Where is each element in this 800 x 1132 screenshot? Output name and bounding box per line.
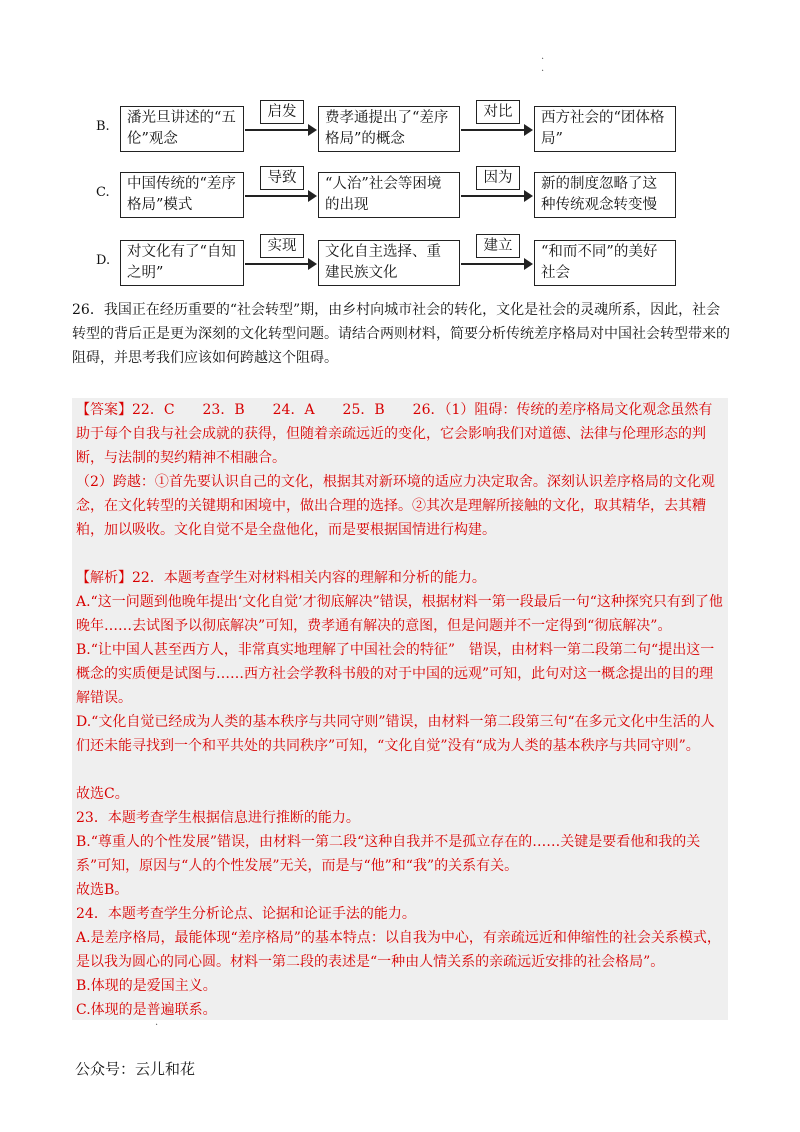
connector-label: 因为 bbox=[476, 166, 520, 190]
analysis-23: 23．本题考查学生根据信息进行推断的能力。 bbox=[76, 810, 360, 826]
analysis-22-b: B.“让中国人甚至西方人，非常真实地理解了中国社会的特征” 错误，由材料一第二段第二句“提出这一概念的实质便是试图与……西方社会学教科书般的对于中国的远观”可知，此句对这一概念提出的目的理解错误。 bbox=[76, 642, 715, 706]
connector-label: 建立 bbox=[476, 234, 520, 258]
analysis-22-a: A.“这一问题到他晚年提出‘文化自觉’才彻底解决”错误，根据材料一第一段最后一句“这种探究只有到了他晚年……去试图予以彻底解决”可知，费孝通有解决的意图，但是问题并不一定得到“彻底解决”。 bbox=[76, 594, 723, 634]
analysis-23-b: B.“尊重人的个性发展”错误，由材料一第二段“这种自我并不是孤立存在的……关键是要看他和我的关系”可知，原因与“人的个性发展”无关，而是与“他”和“我”的关系有关。 bbox=[76, 834, 701, 874]
option-label: D. bbox=[96, 253, 111, 268]
option-d-flow bbox=[96, 238, 696, 288]
analysis-22-answer: 故选C。 bbox=[76, 786, 129, 802]
flow-box: 对文化有了“自知之明” bbox=[120, 240, 244, 286]
option-label: B. bbox=[96, 119, 110, 134]
analysis-24-b: B.体现的是爱国主义。 bbox=[76, 978, 217, 994]
arrow bbox=[461, 263, 531, 265]
analysis-block bbox=[76, 566, 726, 590]
analysis-24: 24．本题考查学生分析论点、论据和论证手法的能力。 bbox=[76, 906, 416, 922]
decorative-dot: · bbox=[541, 66, 545, 77]
option-b-flow bbox=[96, 104, 696, 154]
analysis-24-c: C.体现的是普遍联系。 bbox=[76, 1002, 217, 1018]
option-label: C. bbox=[96, 185, 110, 200]
analysis-23-answer: 故选B。 bbox=[76, 882, 129, 898]
flow-box: 新的制度忽略了这种传统观念转变慢 bbox=[534, 172, 676, 218]
option-c-flow bbox=[96, 170, 696, 220]
flow-box: 文化自主选择、重建民族文化 bbox=[318, 240, 460, 286]
question-26: 26．我国正在经历重要的“社会转型”期，由乡村向城市社会的转化，文化是社会的灵魂所系，因此，社会转型的背后正是更为深刻的文化转型问题。请结合两则材料，简要分析传统差序格局对中国社会转型带来的阻碍，并思考我们应该如何跨越这个阻碍。 bbox=[72, 302, 730, 366]
flow-box: 潘光旦讲述的“五伦”观念 bbox=[120, 106, 244, 152]
connector-label: 启发 bbox=[260, 100, 304, 124]
arrow bbox=[245, 195, 315, 197]
analysis-24-a: A.是差序格局，最能体现“差序格局”的基本特点：以自我为中心，有亲疏远近和伸缩性的社会关系模式，是以我为圆心的同心圆。材料一第二段的表述是“一种由人情关系的亲疏远近安排的社会格局”。 bbox=[76, 930, 721, 970]
analysis-22: 22．本题考查学生对材料相关内容的理解和分析的能力。 bbox=[132, 570, 486, 586]
answer-line-2: （2）跨越：①首先要认识自己的文化，根据其对新环境的适应力决定取舍。深刻认识差序格局的文化观念，在文化转型的关键期和困境中，做出合理的选择。②其次是理解所接触的文化，取其精华，去其糟粕，加以吸收。文化自觉不是全盘他化，而是要根据国情进行构建。 bbox=[76, 474, 715, 538]
decorative-dot: · bbox=[155, 1020, 159, 1031]
connector-label: 实现 bbox=[260, 234, 304, 258]
answer-block bbox=[76, 398, 726, 470]
decorative-dot: · bbox=[541, 54, 545, 65]
arrow bbox=[245, 129, 315, 131]
flow-box: 西方社会的“团体格局” bbox=[534, 106, 676, 152]
connector-label: 对比 bbox=[476, 100, 520, 124]
connector-label: 导致 bbox=[260, 166, 304, 190]
answer-line-1: 22．C 23．B 24．A 25．B 26．（1）阻碍：传统的差序格局文化观念虽然有助于每个自我与社会成就的获得，但随着亲疏远近的变化，它会影响我们对道德、法律与伦理形态的判断，与法制的契约精神不相融合。 bbox=[76, 402, 713, 466]
answer-tag: 【答案】 bbox=[76, 402, 132, 418]
footer-account: 公众号：云儿和花 bbox=[75, 1060, 196, 1078]
arrow bbox=[245, 263, 315, 265]
analysis-22-d: D.“文化自觉已经成为人类的基本秩序与共同守则”错误，由材料一第二段第三句“在多元文化中生活的人们还未能寻找到一个和平共处的共同秩序”可知，“文化自觉”没有“成为人类的基本秩序与共同守则”。 bbox=[76, 714, 715, 754]
flow-box: “人治”社会等困境的出现 bbox=[318, 172, 460, 218]
flow-box: 费孝通提出了“差序格局”的概念 bbox=[318, 106, 460, 152]
flow-box: “和而不同”的美好社会 bbox=[534, 240, 676, 286]
arrow bbox=[461, 195, 531, 197]
flow-box: 中国传统的“差序格局”模式 bbox=[120, 172, 244, 218]
arrow bbox=[461, 129, 531, 131]
analysis-tag: 【解析】 bbox=[76, 570, 132, 586]
